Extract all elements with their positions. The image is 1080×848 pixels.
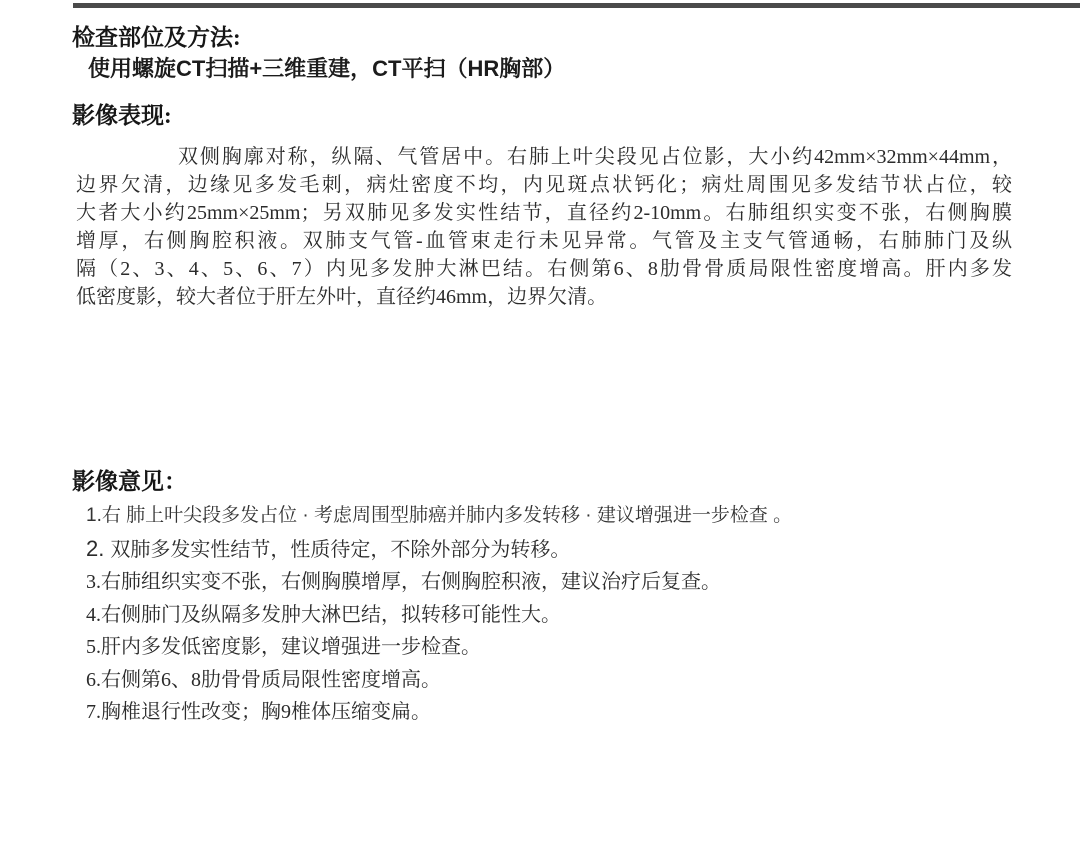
findings-line: 双侧胸廓对称，纵隔、气管居中。右肺上叶尖段见占位影，大小约42mm×32mm×44mm，	[178, 146, 1012, 168]
findings-line: 大者大小约25mm×25mm；另双肺见多发实性结节，直径约2-10mm。右肺组织实变不张，右侧胸膜	[76, 202, 1012, 224]
exam-method-text: 使用螺旋CT扫描+三维重建，CT平扫（HR胸部）	[88, 56, 566, 81]
exam-section-heading: 检查部位及方法:	[72, 25, 241, 50]
opinion-item: 4.右侧肺门及纵隔多发肿大淋巴结，拟转移可能性大。	[86, 603, 561, 626]
header-rule	[73, 3, 1080, 8]
findings-section-heading: 影像表现:	[72, 103, 172, 128]
opinion-item-number: 2.	[86, 535, 105, 561]
findings-line: 隔（2、3、4、5、6、7）内见多发肿大淋巴结。右侧第6、8肋骨骨质局限性密度增高。肝内多发	[76, 258, 1012, 280]
opinion-item: 3.右肺组织实变不张，右侧胸膜增厚，右侧胸腔积液，建议治疗后复查。	[86, 571, 721, 593]
findings-paragraph	[76, 143, 1012, 311]
findings-line: 低密度影，较大者位于肝左外叶，直径约46mm，边界欠清。	[76, 286, 608, 308]
opinion-list	[86, 500, 1036, 729]
findings-line: 边界欠清，边缘见多发毛刺，病灶密度不均，内见斑点状钙化；病灶周围见多发结节状占位，较	[76, 174, 1012, 196]
opinion-item: 6.右侧第6、8肋骨骨质局限性密度增高。	[86, 668, 441, 691]
opinion-item: 1.右 肺上叶尖段多发占位 · 考虑周围型肺癌并肺内多发转移 · 建议增强进一步检查 。	[86, 505, 793, 526]
opinion-item	[86, 533, 1036, 567]
opinion-item: 7.胸椎退行性改变；胸9椎体压缩变扁。	[86, 701, 431, 723]
findings-line: 增厚，右侧胸腔积液。双肺支气管-血管束走行未见异常。气管及主支气管通畅，右肺肺门及纵	[76, 230, 1012, 252]
opinion-section-heading: 影像意见：	[72, 469, 187, 494]
opinion-item-text: 双肺多发实性结节，性质待定，不除外部分为转移。	[110, 538, 571, 561]
opinion-item: 5.肝内多发低密度影，建议增强进一步检查。	[86, 636, 481, 658]
